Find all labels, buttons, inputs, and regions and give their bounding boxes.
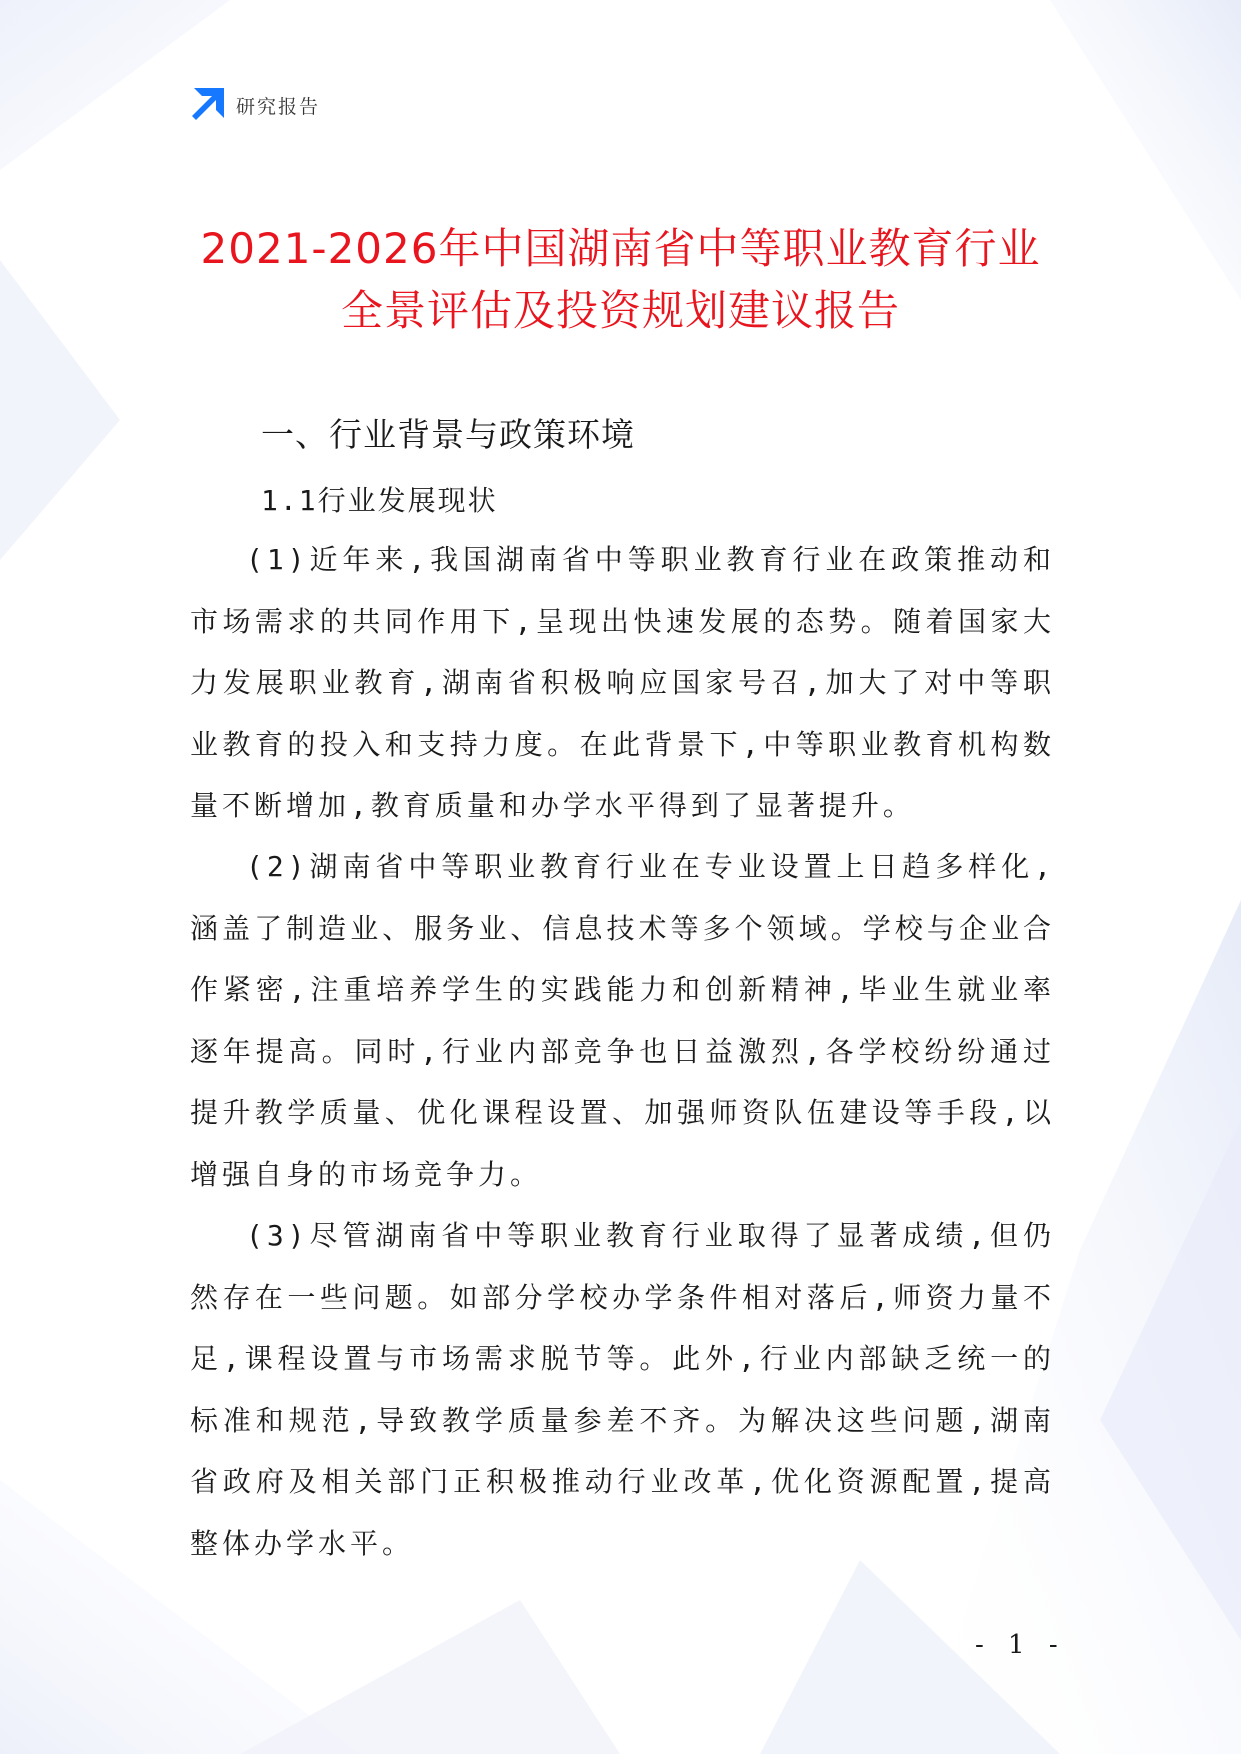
page-number: - 1 - — [975, 1630, 1066, 1660]
paragraph-2 — [190, 836, 1055, 1205]
section-heading: 一、行业背景与政策环境 — [261, 415, 635, 454]
report-title-line-1: 2021-2026年中国湖南省中等职业教育行业 — [200, 224, 1041, 273]
report-header — [190, 88, 320, 122]
report-title-line-2: 全景评估及投资规划建议报告 — [340, 286, 900, 335]
paragraph-text: (1)近年来,我国湖南省中等职业教育行业在政策推动和市场需求的共同作用下,呈现出快速发展的态势。随着国家大力发展职业教育,湖南省积极响应国家号召,加大了对中等职业教育的投入和支持力度。在此背景下,中等职业教育机构数量不断增加,教育质量和办学水平得到了显著提升。 — [190, 543, 1055, 822]
subsection-heading: 1.1行业发展现状 — [261, 484, 498, 517]
paragraph-1 — [190, 529, 1055, 837]
paragraph-text: (3)尽管湖南省中等职业教育行业取得了显著成绩,但仍然存在一些问题。如部分学校办学条件相对落后,师资力量不足,课程设置与市场需求脱节等。此外,行业内部缺乏统一的标准和规范,导致教学质量参差不齐。为解决这些问题,湖南省政府及相关部门正积极推动行业改革,优化资源配置,提高整体办学水平。 — [190, 1219, 1055, 1560]
header-label: 研究报告 — [236, 95, 321, 118]
paragraph-3 — [190, 1205, 1055, 1574]
arrow-up-right-icon — [190, 88, 224, 122]
paragraph-text: (2)湖南省中等职业教育行业在专业设置上日趋多样化,涵盖了制造业、服务业、信息技术等多个领域。学校与企业合作紧密,注重培养学生的实践能力和创新精神,毕业生就业率逐年提高。同时,行业内部竞争也日益激烈,各学校纷纷通过提升教学质量、优化课程设置、加强师资队伍建设等手段,以增强自身的市场竞争力。 — [190, 850, 1055, 1191]
